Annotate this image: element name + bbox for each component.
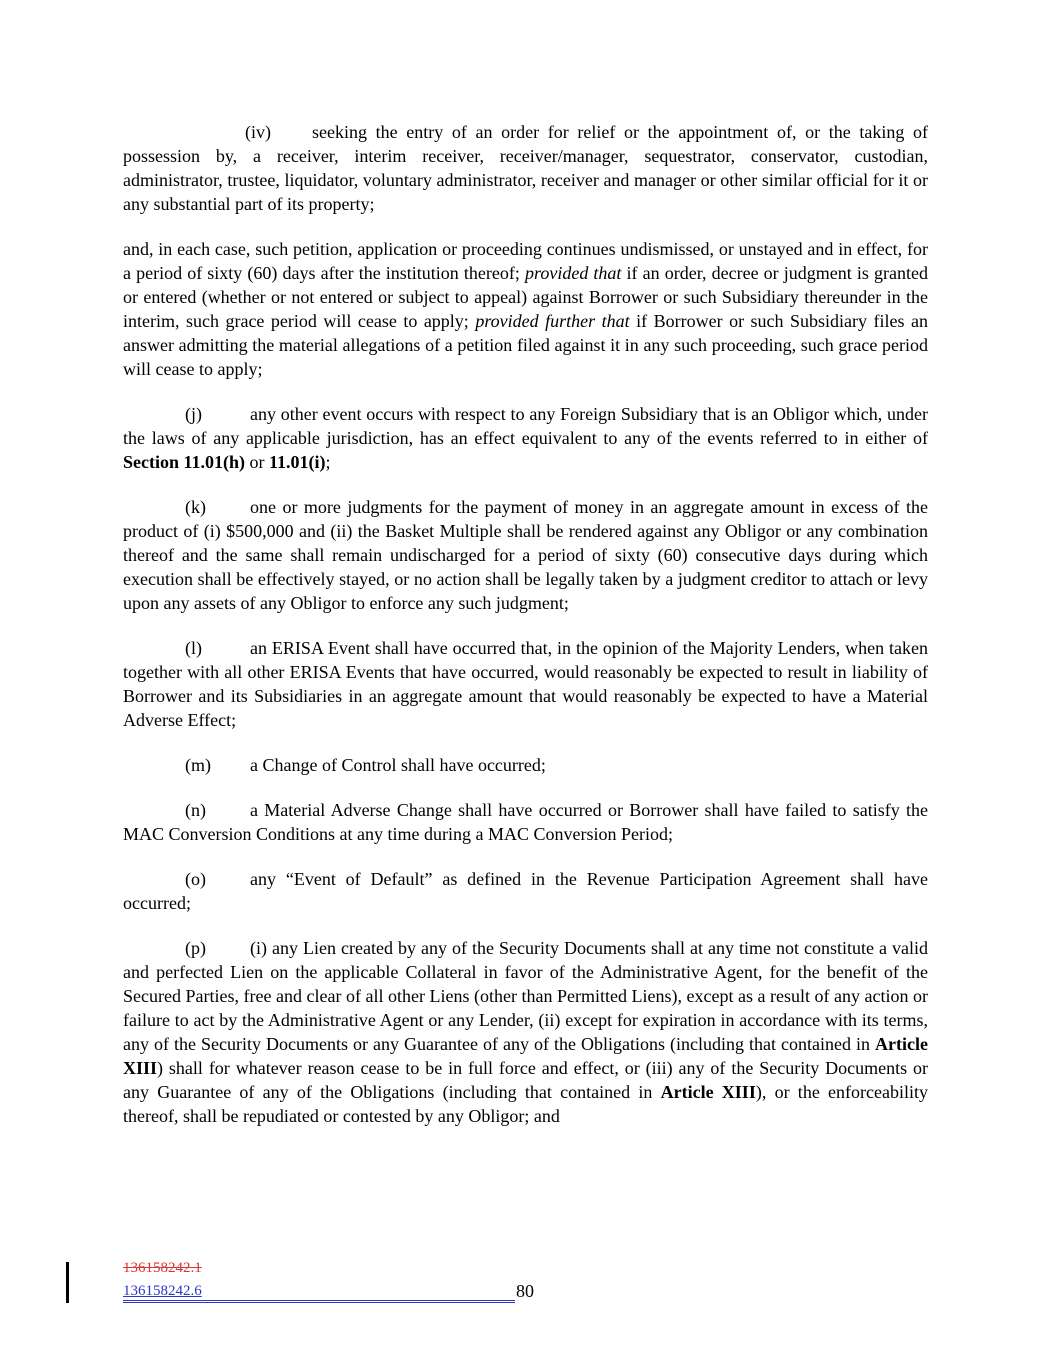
clause-text: a Change of Control shall have occurred;: [250, 755, 546, 775]
clause-label: (o): [185, 869, 206, 889]
clause-label-box: [185, 402, 250, 426]
continuation-paragraph: [123, 237, 928, 381]
clause-label: (n): [185, 800, 206, 820]
clause-m-paragraph: [123, 753, 928, 777]
footer-underline-rule: [123, 1300, 515, 1303]
clause-text: ;: [325, 452, 331, 472]
section-reference-bold: 11.01(i): [269, 452, 326, 472]
clause-k-paragraph: [123, 495, 928, 615]
clause-text: ), or the enforceability thereof, shall be repudiated or contested by any Obligor; and: [123, 1082, 928, 1126]
clause-iv-paragraph: [123, 120, 928, 216]
section-reference-bold: Section 11.01(h): [123, 452, 246, 472]
proviso-italic: provided that: [525, 263, 622, 283]
clause-o-paragraph: [123, 867, 928, 915]
clause-label-box: [185, 798, 250, 822]
clause-text: if an order, decree or judgment is granted or entered (whether or not entered or subject to appeal) against Borrower or such Subsidiary thereunder in the interim, such grace period will cease to apply;: [123, 263, 928, 331]
page-number: 80: [516, 1281, 534, 1301]
clause-label-box: [185, 636, 250, 660]
clause-label: (m): [185, 755, 211, 775]
clause-text: ) shall for whatever reason cease to be in full force and effect, or (iii) any of the Security Documents or any Guarantee of any of the Obligations (including that contained in: [123, 1058, 928, 1102]
article-reference-bold: Article XIII: [123, 1034, 928, 1078]
clause-label: (k): [185, 497, 206, 517]
article-reference-bold: Article XIII: [660, 1082, 756, 1102]
revision-change-bar: [66, 1262, 69, 1303]
clause-text: any “Event of Default” as defined in the Revenue Participation Agreement shall have occurred;: [123, 869, 928, 913]
footer-deleted-doc-number: 136158242.1: [123, 1260, 202, 1276]
clause-l-paragraph: [123, 636, 928, 732]
clause-label-box: [185, 495, 250, 519]
proviso-italic: provided further that: [475, 311, 630, 331]
clause-text: or: [245, 452, 270, 472]
clause-text: (i) any Lien created by any of the Security Documents shall at any time not constitute a valid and perfected Lien on the applicable Collateral in favor of the Administrative Agent, for the benefit of the Secured Parties, free and clear of all other Liens (other than Permitted Liens), except as a result of any action or failure to act by the Administrative Agent or any Lender, (ii) except for expiration in accordance with its terms, any of the Security Documents or any Guarantee of any of the Obligations (including that contained in: [123, 938, 928, 1054]
clause-label: (j): [185, 404, 202, 424]
clause-text: and, in each case, such petition, application or proceeding continues undismissed, or unstayed and in effect, for a period of sixty (60) days after the institution thereof;: [123, 239, 928, 283]
clause-label-box: [185, 753, 250, 777]
clause-text: one or more judgments for the payment of money in an aggregate amount in excess of the product of (i) $500,000 and (ii) the Basket Multiple shall be rendered against any Obligor or any combination thereof and the same shall remain undischarged for a period of sixty (60) consecutive days during which execution shall be effectively stayed, or no action shall be legally taken by a judgment creditor to attach or levy upon any assets of any Obligor to enforce any such judgment;: [123, 497, 928, 613]
clause-label-box: [185, 867, 250, 891]
clause-p-paragraph: [123, 936, 928, 1128]
clause-text: any other event occurs with respect to any Foreign Subsidiary that is an Obligor which, under the laws of any applicable jurisdiction, has an effect equivalent to any of the events referred to in either of: [123, 404, 928, 448]
footer-inserted-doc-number: 136158242.6: [123, 1283, 202, 1299]
clause-label: (p): [185, 938, 206, 958]
clause-text: a Material Adverse Change shall have occurred or Borrower shall have failed to satisfy the MAC Conversion Conditions at any time during a MAC Conversion Period;: [123, 800, 928, 844]
clause-text: an ERISA Event shall have occurred that, in the opinion of the Majority Lenders, when taken together with all other ERISA Events that have occurred, would reasonably be expected to result in liability of Borrower and its Subsidiaries in an aggregate amount that would reasonably be expected to have a Material Adverse Effect;: [123, 638, 928, 730]
clause-label-box: [185, 936, 250, 960]
clause-text: if Borrower or such Subsidiary files an answer admitting the material allegations of a petition filed against it in any such proceeding, such grace period will cease to apply;: [123, 311, 928, 379]
clause-label: (iv): [245, 122, 271, 142]
clause-j-paragraph: [123, 402, 928, 474]
clause-text: seeking the entry of an order for relief or the appointment of, or the taking of possession by, a receiver, interim receiver, receiver/manager, sequestrator, conservator, custodian, administrator, trustee, liquidator, voluntary administrator, receiver and manager or other similar official for it or any substantial part of its property;: [123, 122, 928, 214]
clause-label: (l): [185, 638, 202, 658]
page-body: [123, 120, 928, 1149]
clause-label-box: [245, 120, 312, 144]
clause-n-paragraph: [123, 798, 928, 846]
